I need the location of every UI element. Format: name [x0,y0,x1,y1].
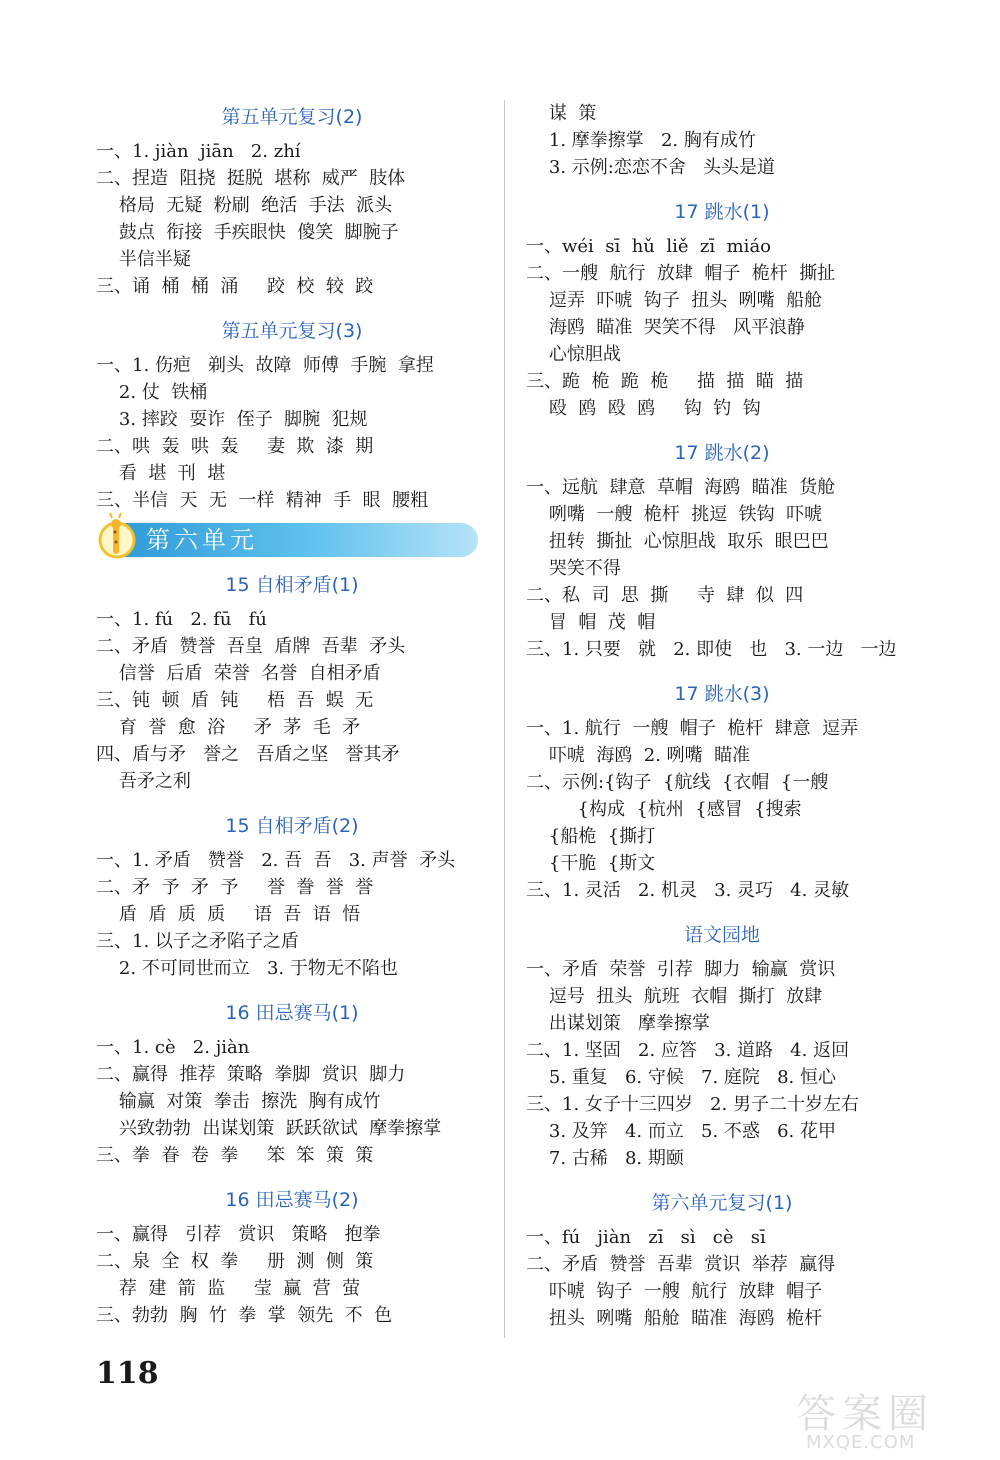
section-title: 16 田忌赛马(1) [225,1002,359,1024]
section-title: 第五单元复习(2) [221,106,363,128]
answer-line: {构成 {杭州 {感冒 {搜索 [526,799,802,820]
answer-line: 扭转 撕扯 心惊胆战 取乐 眼巴巴 [526,531,829,552]
answer-line: 看 堪 刊 堪 [96,463,226,484]
section-continued [526,100,918,181]
answer-line: 一、矛盾 荣誉 引荐 脚力 输赢 赏识 [526,959,836,980]
watermark-logo: 答案圈 [796,1391,934,1437]
section-title: 15 自相矛盾(1) [225,574,359,596]
answer-line: 二、捏造 阻挠 挺脱 堪称 威严 肢体 [96,168,406,189]
section-language-garden [526,920,918,1172]
answer-line: 二、私 司 思 撕 寺 肆 似 四 [526,585,804,606]
section-lesson17-3 [526,679,918,904]
giraffe-icon [96,512,138,564]
answer-line: 二、矛盾 赞誉 吾皇 盾牌 吾辈 矛头 [96,636,406,657]
answer-line: 谋 策 [526,103,597,124]
watermark [790,1382,990,1454]
answer-line: 一、1. 航行 一艘 帽子 桅杆 肆意 逗弄 [526,718,859,739]
answer-line: 三、1. 灵活 2. 机灵 3. 灵巧 4. 灵敏 [526,880,850,901]
answer-line: 半信半疑 [96,249,191,270]
answer-line: 逗弄 吓唬 钩子 扭头 咧嘴 船舱 [526,290,823,311]
answer-line: 一、fú jiàn zī sì cè sī [526,1227,766,1248]
section-lesson15-2 [96,811,488,982]
answer-line: 输赢 对策 拳击 擦洗 胸有成竹 [96,1091,381,1112]
unit-banner [96,520,488,560]
answer-line: 一、1. jiàn jiān 2. zhí [96,141,301,162]
answer-line: 格局 无疑 粉刷 绝活 手法 派头 [96,195,393,216]
section-title: 16 田忌赛马(2) [225,1189,359,1211]
answer-line: 育 誉 愈 浴 矛 茅 毛 矛 [96,717,361,738]
column-divider [504,100,505,1338]
answer-line: 三、拳 眷 卷 拳 笨 笨 策 策 [96,1145,374,1166]
section-unit5-review-3 [96,316,488,514]
section-title: 17 跳水(3) [674,683,770,705]
answer-line: 3. 摔跤 耍诈 侄子 脚腕 犯规 [96,409,368,430]
unit-title: 第六单元 [146,526,258,554]
answer-line: 一、1. cè 2. jiàn [96,1037,250,1058]
answer-line: 咧嘴 一艘 桅杆 挑逗 铁钩 吓唬 [526,504,823,525]
answer-line: 三、跪 桅 跪 桅 描 描 瞄 描 [526,371,804,392]
section-title: 17 跳水(2) [674,442,770,464]
answer-line: 一、wéi sī hǔ liě zī miáo [526,236,772,257]
answer-line: 鼓点 衔接 手疾眼快 傻笑 脚腕子 [96,222,399,243]
section-unit5-review-2 [96,102,488,300]
answer-line: 二、示例:{钩子 {航线 {衣帽 {一艘 [526,772,829,793]
answer-line: {干脆 {斯文 [526,853,656,874]
answer-line: 三、1. 女子十三四岁 2. 男子二十岁左右 [526,1094,859,1115]
answer-line: 三、半信 天 无 一样 精神 手 眼 腰粗 [96,490,429,511]
section-title: 第五单元复习(3) [221,320,363,342]
answer-line: {船桅 {撕打 [526,826,656,847]
answer-line: 逗号 扭头 航班 衣帽 撕打 放肆 [526,986,823,1007]
answer-line: 心惊胆战 [526,344,621,365]
answer-line: 兴致勃勃 出谋划策 跃跃欲试 摩拳擦掌 [96,1118,442,1139]
answer-line: 7. 古稀 8. 期颐 [526,1148,684,1169]
answer-line: 二、1. 坚固 2. 应答 3. 道路 4. 返回 [526,1040,850,1061]
answer-line: 冒 帽 茂 帽 [526,612,656,633]
answer-line: 荐 建 箭 监 莹 赢 营 萤 [96,1278,361,1299]
section-title: 第六单元复习(1) [651,1192,793,1214]
answer-line: 2. 不可同世而立 3. 于物无不陷也 [96,958,398,979]
answer-line: 吾矛之利 [96,771,191,792]
answer-line: 一、赢得 引荐 赏识 策略 抱拳 [96,1224,381,1245]
answer-line: 3. 示例:恋恋不舍 头头是道 [526,157,776,178]
answer-line: 5. 重复 6. 守候 7. 庭院 8. 恒心 [526,1067,836,1088]
answer-line: 三、1. 以子之矛陷子之盾 [96,931,299,952]
answer-line: 三、钝 顿 盾 钝 梧 吾 蜈 无 [96,690,374,711]
section-lesson16-1 [96,998,488,1169]
right-column [526,100,918,1332]
answer-line: 一、1. 矛盾 赞誉 2. 吾 吾 3. 声誉 矛头 [96,850,456,871]
answer-line: 吓唬 海鸥 2. 咧嘴 瞄准 [526,745,751,766]
answer-line: 一、1. 伤疤 剃头 故障 师傅 手腕 拿捏 [96,355,434,376]
answer-line: 一、远航 肆意 草帽 海鸥 瞄准 货舱 [526,477,836,498]
answer-line: 三、勃勃 胸 竹 拳 掌 领先 不 色 [96,1305,393,1326]
answer-line: 信誉 后盾 荣誉 名誉 自相矛盾 [96,663,381,684]
section-lesson16-2 [96,1185,488,1329]
page-number: 118 [96,1356,159,1391]
section-unit6-review-1 [526,1188,918,1332]
answer-line: 三、1. 只要 就 2. 即使 也 3. 一边 一边 [526,639,897,660]
answer-line: 盾 盾 质 质 语 吾 语 悟 [96,904,361,925]
section-title: 15 自相矛盾(2) [225,815,359,837]
answer-line: 吓唬 钩子 一艘 航行 放肆 帽子 [526,1281,823,1302]
answer-line: 海鸥 瞄准 哭笑不得 风平浪静 [526,317,805,338]
answer-line: 出谋划策 摩拳擦掌 [526,1013,711,1034]
answer-line: 二、哄 轰 哄 轰 妻 欺 漆 期 [96,436,374,457]
answer-line: 3. 及笄 4. 而立 5. 不惑 6. 花甲 [526,1121,836,1142]
answer-line: 二、矛 予 矛 予 誉 誊 誉 誉 [96,877,374,898]
left-column [96,100,488,1329]
answer-line: 二、泉 全 权 拳 册 测 侧 策 [96,1251,374,1272]
answer-line: 2. 仗 铁桶 [96,382,208,403]
section-title: 语文园地 [683,924,760,946]
answer-line: 二、赢得 推荐 策略 拳脚 赏识 脚力 [96,1064,406,1085]
answer-line: 二、矛盾 赞誉 吾辈 赏识 举荐 赢得 [526,1254,836,1275]
answer-line: 一、1. fú 2. fū fú [96,609,267,630]
answer-line: 扭头 咧嘴 船舱 瞄准 海鸥 桅杆 [526,1308,823,1329]
answer-line: 哭笑不得 [526,558,621,579]
section-lesson15-1 [96,570,488,795]
section-lesson17-1 [526,197,918,422]
section-lesson17-2 [526,438,918,663]
answer-line: 四、盾与矛 誉之 吾盾之坚 誉其矛 [96,744,400,765]
watermark-url: MXQE.COM [806,1432,916,1453]
answer-line: 1. 摩拳擦掌 2. 胸有成竹 [526,130,756,151]
answer-line: 二、一艘 航行 放肆 帽子 桅杆 撕扯 [526,263,836,284]
section-title: 17 跳水(1) [674,201,770,223]
answer-line: 殴 鸥 殴 鸥 钩 钓 钩 [526,398,761,419]
answer-line: 三、诵 桶 桶 涌 跤 校 较 跤 [96,276,374,297]
